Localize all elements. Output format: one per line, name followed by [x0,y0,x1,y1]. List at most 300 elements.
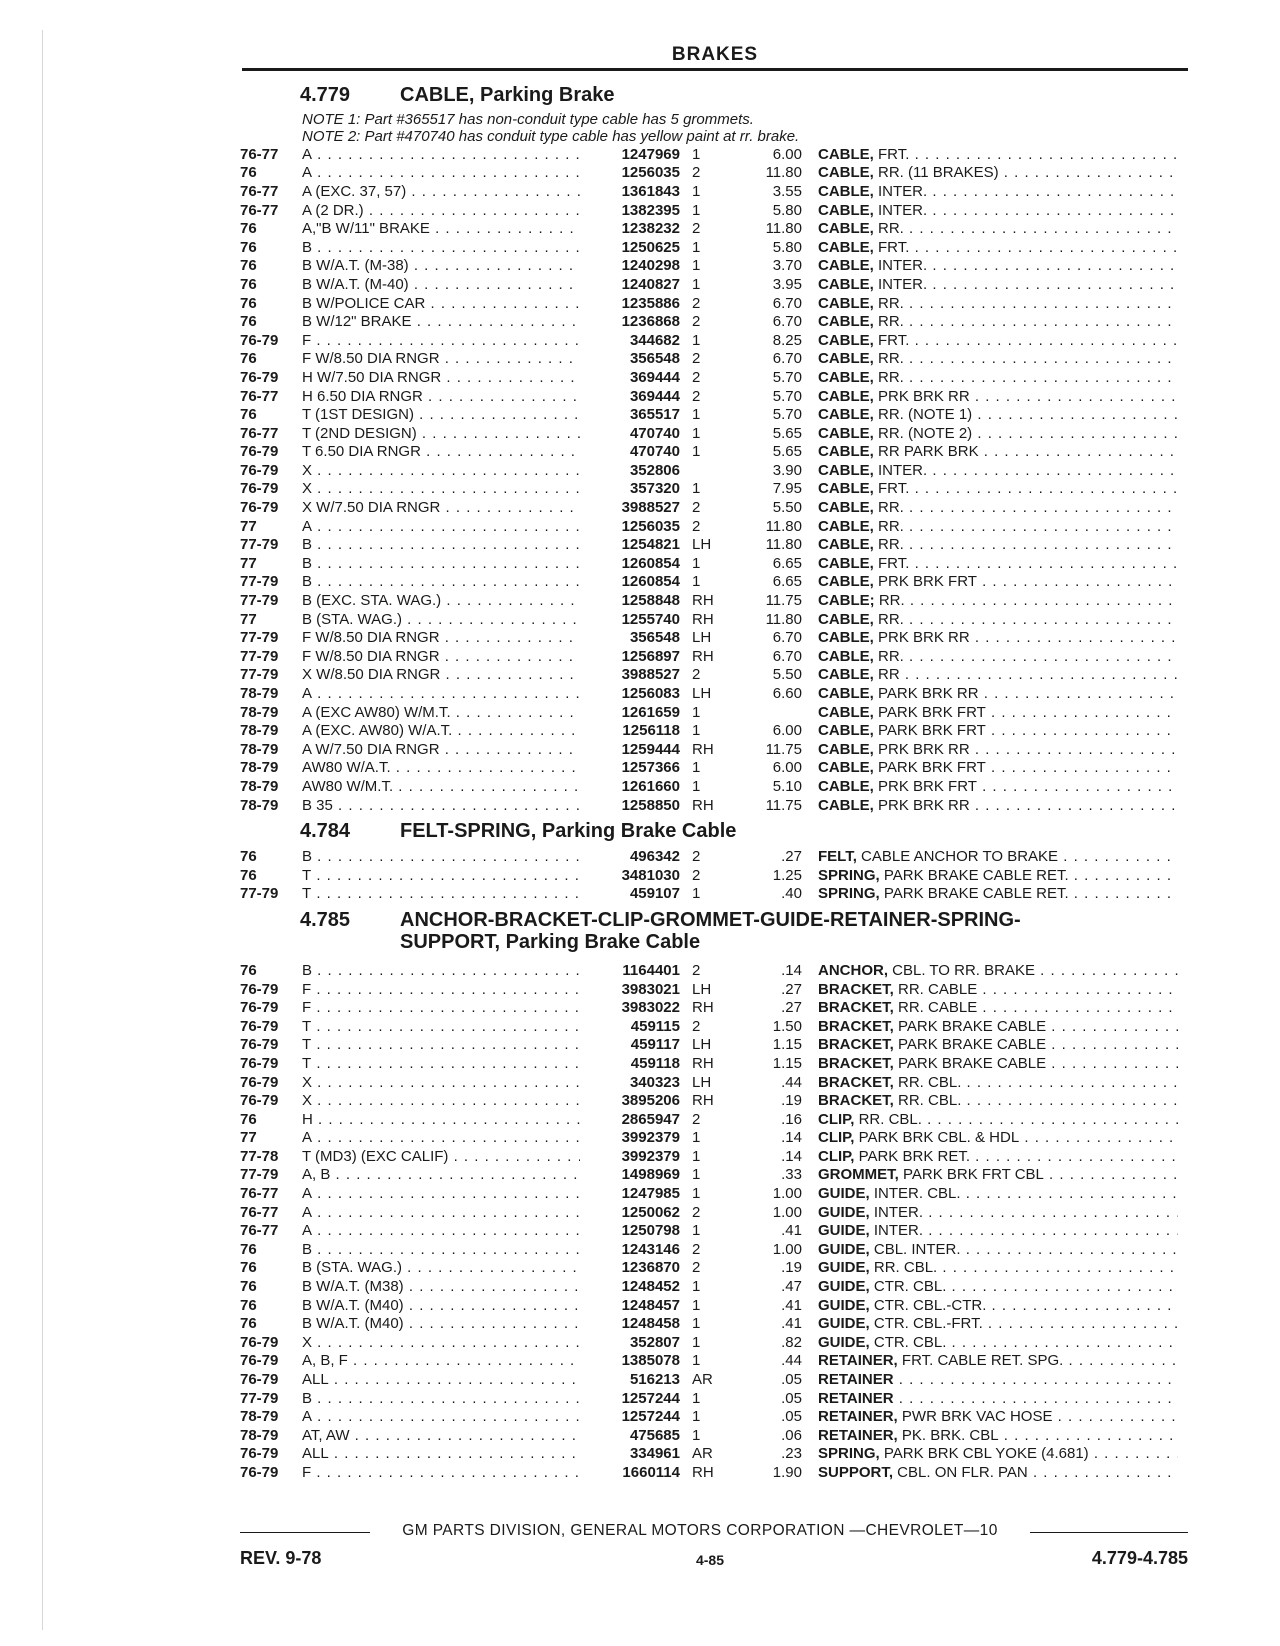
model-years: 76-79 [240,1463,279,1481]
part-keyword: CABLE, [818,424,874,442]
model-description: A . . . [302,164,580,181]
part-detail: PARK BRK RET. [854,1147,970,1165]
part-name [818,1018,1178,1035]
part-detail: RR. [873,294,904,312]
part-detail: RR. CABLE [893,980,978,998]
quantity: 1 [692,1389,701,1407]
part-keyword: CABLE, [818,499,874,517]
price: 6.70 [772,647,802,665]
part-name [818,480,1178,497]
quantity: 2 [692,1259,701,1277]
part-keyword: SPRING, [818,885,880,903]
price: .06 [781,1426,802,1444]
table-row [240,759,1190,778]
section-number: 4.779 [300,84,351,106]
part-keyword: CABLE, [818,685,874,703]
model-description: B (STA. WAG.) . . . [302,611,580,628]
price: 1.15 [772,1036,802,1054]
part-detail: RR. CBL. [854,1110,922,1128]
model-description: B W/12" BRAKE . . . [302,313,580,330]
model-description: B . . . [302,1390,580,1407]
table-row [240,387,1190,406]
part-number: 1255740 [621,610,680,628]
table-row [240,721,1190,740]
quantity: LH [692,1073,712,1091]
part-keyword: CABLE, [818,201,874,219]
price: 5.70 [772,387,802,405]
model-years: 76 [240,1110,257,1128]
price: 1.90 [772,1463,802,1481]
quantity: 1 [692,1166,701,1184]
model-years: 76-77 [240,387,279,405]
part-keyword: CABLE, [818,703,874,721]
model-description: X . . . [302,462,580,479]
price: .27 [781,999,802,1017]
quantity: RH [692,1054,714,1072]
part-detail: RR. (11 BRAKES) [873,164,999,182]
part-number: 459118 [630,1054,680,1072]
quantity: 1 [692,1333,701,1351]
model-description: B (STA. WAG.) . . . [302,1259,580,1276]
price: 6.00 [772,722,802,740]
section-title-continued: SUPPORT, Parking Brake Cable [400,931,701,954]
model-years: 78-79 [240,685,279,703]
price: .05 [781,1371,802,1389]
model-years: 76 [240,1296,257,1314]
part-name [818,1427,1178,1444]
model-years: 78-79 [240,740,279,758]
table-row [240,980,1190,999]
table-row [240,1370,1190,1389]
part-detail: FRT. [873,238,910,256]
part-detail: PARK BRAKE CABLE [893,1054,1047,1072]
part-name [818,202,1178,219]
table-row [240,1445,1190,1464]
table-row [240,182,1190,201]
parts-section [240,84,1190,814]
part-detail: RR. CBL. [893,1092,962,1110]
model-years: 77 [240,610,257,628]
price: .27 [781,848,802,866]
part-name [818,1111,1178,1128]
part-detail: PARK BRK FRT CBL [898,1166,1044,1184]
part-number: 1238232 [621,220,680,238]
part-detail: CBL. ON FLR. PAN [893,1463,1028,1481]
part-detail: INTER. [873,275,928,293]
table-row [240,201,1190,220]
part-keyword: CABLE, [818,331,874,349]
model-years: 77-79 [240,885,279,903]
price: 11.80 [765,536,802,554]
model-description: A . . . [302,518,580,535]
part-detail: RR. [873,220,904,238]
model-years: 76-77 [240,424,279,442]
price: 3.70 [772,257,802,275]
model-description: T . . . [302,1036,580,1053]
part-name [818,1241,1178,1258]
part-keyword: GUIDE, [818,1259,870,1277]
part-keyword: FELT, [818,848,857,866]
part-keyword: CABLE, [818,182,874,200]
part-keyword: RETAINER, [818,1352,898,1370]
part-name [818,388,1178,405]
parts-section [240,820,1190,903]
quantity: 2 [692,961,701,979]
quantity: LH [692,629,712,647]
section-title-block [400,84,615,106]
model-years: 76 [240,238,257,256]
part-detail: CTR. CBL. [869,1333,947,1351]
part-detail: PWR BRK VAC HOSE [897,1408,1053,1426]
price: 3.90 [772,461,802,479]
table-row [240,1407,1190,1426]
model-description: T . . . [302,867,580,884]
price: 6.70 [772,629,802,647]
part-name [818,295,1178,312]
quantity: 1 [692,331,701,349]
model-years: 77-79 [240,629,279,647]
model-description: T . . . [302,1018,580,1035]
part-name [818,369,1178,386]
model-years: 76 [240,257,257,275]
part-keyword: CABLE, [818,238,874,256]
model-description: F W/8.50 DIA RNGR . . . [302,350,580,367]
part-number: 1236870 [621,1259,680,1277]
model-description: T (1ST DESIGN) . . . [302,406,580,423]
model-years: 77-79 [240,647,279,665]
price: .19 [781,1259,802,1277]
quantity: 1 [692,1426,701,1444]
price: 1.00 [772,1240,802,1258]
part-keyword: CABLE, [818,406,874,424]
part-name [818,648,1178,665]
header-rule [242,68,1188,71]
part-detail: PRK BRK FRT [873,573,977,591]
model-years: 78-79 [240,703,279,721]
part-name [818,848,1178,865]
quantity: 2 [692,368,701,386]
quantity: 2 [692,1240,701,1258]
parts-table [240,961,1190,1482]
part-name [818,867,1178,884]
parts-table [240,847,1190,903]
price: 1.50 [772,1017,802,1035]
part-keyword: CABLE, [818,796,874,814]
model-years: 76-77 [240,182,279,200]
part-detail: INTER. CBL. [869,1185,961,1203]
part-detail: INTER. [873,257,928,275]
table-row [240,1277,1190,1296]
price: 11.80 [765,610,802,628]
part-detail: FRT. [873,145,910,163]
quantity: RH [692,610,714,628]
table-row [240,498,1190,517]
part-number: 1256118 [622,722,680,740]
model-description: A . . . [302,1204,580,1221]
part-detail: RR. [873,610,904,628]
quantity: 1 [692,703,701,721]
part-number: 1240298 [621,257,680,275]
part-detail: RR. [873,499,904,517]
part-number: 3895206 [621,1092,680,1110]
part-number: 470740 [629,443,680,461]
part-keyword: GUIDE, [818,1185,870,1203]
part-number: 356548 [629,629,680,647]
model-years: 76-79 [240,1445,279,1463]
part-name [818,313,1178,330]
part-detail: FRT. [873,331,910,349]
part-keyword: CABLE, [818,554,874,572]
table-row [240,796,1190,815]
table-row [240,1314,1190,1333]
table-row [240,312,1190,331]
quantity: 1 [692,145,701,163]
model-description: A (2 DR.) . . . [302,202,580,219]
model-years: 78-79 [240,1426,279,1444]
table-row [240,145,1190,164]
quantity: 2 [692,499,701,517]
model-years: 76 [240,866,257,884]
model-years: 78-79 [240,722,279,740]
quantity: 2 [692,1203,701,1221]
model-description: X . . . [302,1092,580,1109]
price: 5.50 [772,499,802,517]
model-description: T (2ND DESIGN) . . . [302,425,580,442]
model-description: A, B . . . [302,1166,580,1183]
parts-section [240,909,1190,1482]
price: 5.65 [772,424,802,442]
table-row [240,1463,1190,1482]
section-heading [240,84,1190,107]
footer-rule-right [1030,1532,1188,1533]
price: 1.00 [772,1185,802,1203]
part-name [818,1352,1178,1369]
section-number: 4.785 [300,909,351,932]
part-number: 1382395 [621,201,680,219]
model-description: B W/A.T. (M40) . . . [302,1315,580,1332]
part-detail: RR. [873,647,904,665]
part-name [818,1297,1178,1314]
part-keyword: CABLE, [818,145,874,163]
price: 1.00 [772,1203,802,1221]
part-detail: CTR. CBL.-CTR. [869,1296,987,1314]
part-detail: RR. CABLE [893,999,978,1017]
part-detail: RR. (NOTE 2) [873,424,973,442]
table-row [240,866,1190,885]
model-years: 77-79 [240,1166,279,1184]
part-name [818,257,1178,274]
model-years: 76-79 [240,1333,279,1351]
price: .41 [781,1222,802,1240]
part-number: 1385078 [621,1352,680,1370]
part-name [818,1278,1178,1295]
model-description: B W/A.T. (M38) . . . [302,1278,580,1295]
model-description: X . . . [302,480,580,497]
part-detail: RR. CBL. [893,1073,962,1091]
part-name [818,1092,1178,1109]
part-keyword: GUIDE, [818,1240,870,1258]
part-name [818,1129,1178,1146]
quantity: 1 [692,182,701,200]
price: .05 [781,1408,802,1426]
quantity: 2 [692,848,701,866]
part-number: 1247969 [621,145,680,163]
footer-revision: REV. 9-78 [240,1548,322,1568]
table-row [240,573,1190,592]
quantity: 1 [692,1352,701,1370]
price: 6.70 [772,294,802,312]
price: 6.00 [772,145,802,163]
model-years: 76-77 [240,1203,279,1221]
part-number: 1236868 [621,313,680,331]
table-row [240,1017,1190,1036]
part-detail: RR. [873,536,904,554]
part-keyword: GUIDE, [818,1222,870,1240]
part-detail: FRT. [873,554,910,572]
part-detail: CBL. INTER. [869,1240,961,1258]
model-description: T . . . [302,1055,580,1072]
model-description: X . . . [302,1334,580,1351]
part-keyword: CABLE, [818,573,874,591]
model-description: B . . . [302,962,580,979]
model-years: 77-79 [240,536,279,554]
part-keyword: GUIDE, [818,1278,870,1296]
quantity: 1 [692,480,701,498]
model-years: 76 [240,848,257,866]
model-years: 77-79 [240,592,279,610]
part-name [818,1185,1178,1202]
model-years: 76-79 [240,368,279,386]
part-name [818,536,1178,553]
model-description: B . . . [302,536,580,553]
table-row [240,257,1190,276]
part-number: 470740 [629,424,680,442]
table-row [240,480,1190,499]
part-detail: RR. [874,592,905,610]
table-row [240,443,1190,462]
model-years: 76 [240,294,257,312]
parts-catalog-content [240,84,1190,1482]
model-years: 76-79 [240,331,279,349]
part-number: 459115 [630,1017,680,1035]
part-keyword: GUIDE, [818,1333,870,1351]
model-description: B (EXC. STA. WAG.) . . . [302,592,580,609]
model-description: H 6.50 DIA RNGR . . . [302,388,580,405]
price: 1.15 [772,1054,802,1072]
table-row [240,703,1190,722]
price: .44 [781,1352,802,1370]
part-name [818,592,1178,609]
table-row [240,1091,1190,1110]
price: .40 [781,885,802,903]
quantity: 1 [692,1222,701,1240]
table-row [240,424,1190,443]
part-keyword: CABLE, [818,443,874,461]
part-keyword: SPRING, [818,866,880,884]
part-name [818,1222,1178,1239]
part-name [818,350,1178,367]
part-keyword: RETAINER, [818,1426,898,1444]
model-years: 76-77 [240,1222,279,1240]
quantity: 2 [692,866,701,884]
table-row [240,1036,1190,1055]
part-number: 516213 [629,1371,680,1389]
quantity: 1 [692,759,701,777]
quantity: RH [692,1463,714,1481]
quantity: 2 [692,220,701,238]
model-years: 76-79 [240,1017,279,1035]
quantity: 1 [692,777,701,795]
model-years: 77-79 [240,573,279,591]
model-years: 76 [240,1240,257,1258]
model-years: 77 [240,1129,257,1147]
quantity: 1 [692,238,701,256]
part-number: 1261660 [621,777,680,795]
quantity: RH [692,740,714,758]
price: 11.80 [765,517,802,535]
footer-rule-left [240,1532,370,1533]
part-keyword: GROMMET, [818,1166,899,1184]
part-name [818,629,1178,646]
price: 1.25 [772,866,802,884]
part-number: 1248452 [621,1278,680,1296]
quantity: 1 [692,257,701,275]
model-description: B 35 . . . [302,797,580,814]
part-keyword: CABLE, [818,275,874,293]
part-keyword: CABLE, [818,722,874,740]
part-detail: PARK BRAKE CABLE [893,1036,1047,1054]
part-number: 1240827 [621,275,680,293]
part-number: 1257244 [621,1408,680,1426]
table-row [240,554,1190,573]
table-row [240,535,1190,554]
part-detail: INTER. [869,1203,924,1221]
quantity: 1 [692,443,701,461]
part-detail: PARK BRK RR [873,685,979,703]
part-keyword: CLIP, [818,1129,855,1147]
part-keyword: CLIP, [818,1110,855,1128]
price: 5.80 [772,201,802,219]
page-header-title: BRAKES [671,44,759,65]
part-name [818,1315,1178,1332]
note-line: NOTE 2: Part #470740 has conduit type cable has yellow paint at rr. brake. [302,128,800,145]
table-row [240,1240,1190,1259]
part-name [818,778,1178,795]
part-detail: INTER. [873,461,928,479]
table-row [240,1333,1190,1352]
part-number: 344682 [629,331,680,349]
quantity: RH [692,592,714,610]
price: .14 [781,961,802,979]
part-name [818,962,1178,979]
part-detail: CTR. CBL.-FRT. [869,1315,983,1333]
table-row [240,1184,1190,1203]
part-name [818,518,1178,535]
part-keyword: GUIDE, [818,1315,870,1333]
model-years: 76 [240,313,257,331]
part-name [818,666,1178,683]
part-number: 1247985 [621,1185,680,1203]
section-heading [240,820,1190,843]
part-keyword: CABLE, [818,517,874,535]
price: 6.70 [772,313,802,331]
model-years: 76 [240,350,257,368]
part-name [818,704,1178,721]
table-row [240,666,1190,685]
part-keyword: CABLE, [818,666,874,684]
table-row [240,1129,1190,1148]
part-keyword: ANCHOR, [818,961,888,979]
